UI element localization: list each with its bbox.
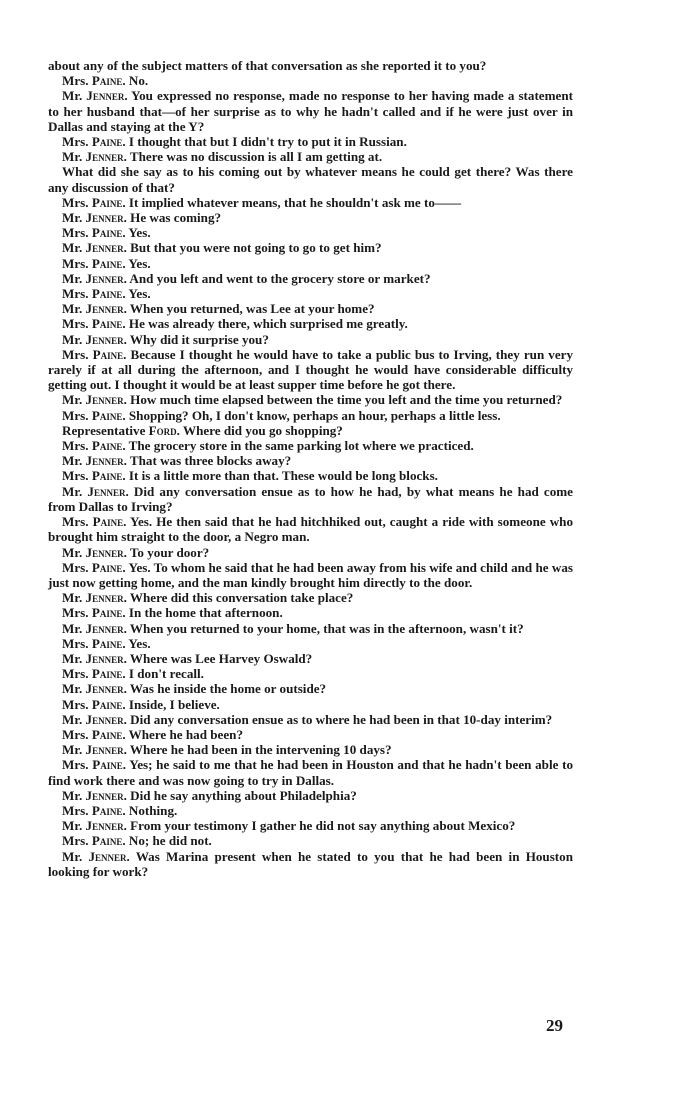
statement-text: Inside, I believe. [128,696,220,712]
speaker-title: Mr. [62,711,83,727]
speaker-title: Mr. [62,590,83,606]
testimony-paragraph [48,392,573,407]
speaker-title: Mrs. [62,316,89,332]
speaker-title: Mr. [62,453,83,469]
statement-text: You expressed no response, made no response to her having made a statement to her husband that—of her surprise as to why he hadn't called and if he were just over in Dallas and staying at the Y? [48,88,573,134]
speaker-title: Mr. [62,301,83,317]
speaker-name: Jenner. [88,848,130,864]
speaker-name: Jenner. [85,301,127,317]
speaker-title: Mr. [62,620,83,636]
speaker-title: Mrs. [62,757,89,773]
speaker-name: Jenner. [85,650,127,666]
speaker-name: Paine. [91,468,126,484]
speaker-title: Mr. [62,149,83,165]
speaker-name: Jenner. [85,453,127,469]
testimony-paragraph [48,727,573,742]
speaker-name: Jenner. [85,681,127,697]
statement-text: It is a little more than that. These would be long blocks. [128,468,438,484]
speaker-title: Mrs. [62,407,89,423]
testimony-paragraph [48,788,573,803]
testimony-paragraph [48,134,573,149]
speaker-title: Mr. [62,742,83,758]
speaker-title: Mr. [62,681,83,697]
testimony-paragraph [48,210,573,225]
speaker-name: Paine. [91,696,126,712]
statement-text: Because I thought he would have to take a public bus to Irving, they run very rarely if at all during the afternoon, and I thought he would have considerable difficulty getting out. I thought it would be at least supper time before he got there. [48,346,574,393]
statement-text: Yes. [128,286,151,302]
statement-text: It implied whatever means, that he shouldn't ask me to—— [128,194,462,210]
speaker-name: Paine. [91,286,126,302]
speaker-name: Paine. [91,559,126,575]
speaker-name: Paine. [91,635,126,651]
speaker-name: Jenner. [85,392,127,408]
statement-text: There was no discussion is all I am getting at. [129,149,383,165]
testimony-paragraph [48,697,573,712]
statement-text: How much time elapsed between the time you left and the time you returned? [130,392,563,408]
speaker-name: Jenner. [85,331,127,347]
testimony-paragraph [48,742,573,757]
statement-text: Did he say anything about Philadelphia? [130,787,357,803]
speaker-title: Mrs. [62,696,89,712]
speaker-title: Mrs. [62,346,89,362]
speaker-title: Mr. [62,848,83,864]
speaker-title: Mrs. [62,833,89,849]
statement-text: Where he had been in the intervening 10 days? [129,742,392,758]
page-number: 29 [546,1016,563,1035]
speaker-name: Jenner. [85,742,127,758]
statement-text: Shopping? Oh, I don't know, perhaps an hour, perhaps a little less. [128,407,501,423]
statement-text: Yes; he said to me that he had been in Houston and that he hadn't been able to find work there and was now going to try in Dallas. [48,757,573,788]
testimony-paragraph [48,149,573,164]
statement-text: Where did this conversation take place? [129,590,354,606]
continuation-paragraph [48,58,573,73]
speaker-title: Mrs. [62,438,89,454]
testimony-paragraph [48,316,573,331]
testimony-paragraph [48,438,573,453]
statement-text: Nothing. [128,802,178,818]
speaker-name: Paine. [92,757,127,773]
speaker-title: Mr. [62,787,83,803]
speaker-name: Jenner. [85,818,127,834]
testimony-paragraph [48,271,573,286]
statement-text: No. [128,73,149,89]
statement-text: And you left and went to the grocery store or market? [129,270,431,286]
testimony-paragraph [48,621,573,636]
speaker-name: Paine. [92,346,127,362]
statement-text: When you returned to your home, that was in the afternoon, wasn't it? [129,620,524,636]
statement-text: When you returned, was Lee at your home? [129,301,375,317]
testimony-paragraph [48,88,573,134]
speaker-name: Ford. [148,422,180,438]
speaker-title: Mr. [62,650,83,666]
testimony-paragraph [48,256,573,271]
testimony-paragraph [48,560,573,590]
statement-text: about any of the subject matters of that conversation as she reported it to you? [48,58,487,73]
statement-text: Yes. He then said that he had hitchhiked out, caught a ride with someone who brought him straight to the door, a Negro man. [48,514,574,545]
speaker-name: Paine. [91,194,126,210]
speaker-title: Mrs. [62,666,89,682]
speaker-title: Mrs. [62,134,89,150]
statement-text: I thought that but I didn't try to put it in Russian. [128,134,407,150]
speaker-title: Mrs. [62,559,89,575]
testimony-paragraph [48,666,573,681]
testimony-paragraph [48,651,573,666]
speaker-name: Jenner. [85,240,127,256]
speaker-title: Mrs. [62,194,89,210]
statement-text: The grocery store in the same parking lot where we practiced. [128,438,474,454]
statement-text: To your door? [129,544,210,560]
testimony-paragraph [48,332,573,347]
speaker-title: Mr. [62,392,83,408]
testimony-paragraph [48,833,573,848]
speaker-name: Paine. [91,255,126,271]
speaker-name: Paine. [91,605,126,621]
statement-text: Was he inside the home or outside? [129,681,327,697]
testimony-paragraph [48,73,573,88]
statement-text: Why did it surprise you? [129,331,269,347]
speaker-title: Mrs. [62,73,89,89]
testimony-paragraph [48,545,573,560]
testimony-paragraph [48,605,573,620]
statement-text: Where he had been? [128,726,243,742]
speaker-title: Mr. [62,240,83,256]
testimony-paragraph [48,803,573,818]
statement-text: Did any conversation ensue as to where he had been in that 10-day interim? [130,711,553,727]
speaker-name: Paine. [91,134,126,150]
statement-text: He was already there, which surprised me greatly. [128,316,408,332]
speaker-title: Mr. [62,88,83,104]
speaker-title: Mr. [62,544,83,560]
speaker-title: Mrs. [62,468,89,484]
speaker-name: Paine. [91,73,126,89]
testimony-paragraph [48,195,573,210]
statement-text: Where did you go shopping? [183,422,343,438]
speaker-name: Jenner. [85,711,127,727]
statement-text: That was three blocks away? [129,453,292,469]
statement-text: From your testimony I gather he did not say anything about Mexico? [130,818,516,834]
speaker-title: Mrs. [62,286,89,302]
speaker-name: Paine. [91,726,126,742]
speaker-name: Jenner. [85,620,127,636]
statement-text: Yes. [128,225,151,241]
testimony-page-text [48,58,573,879]
testimony-paragraph [48,423,573,438]
speaker-title: Mrs. [62,635,89,651]
testimony-paragraph [48,636,573,651]
statement-text: Yes. [128,635,151,651]
speaker-title: Mr. [62,210,83,226]
speaker-title: Mr. [62,270,83,286]
speaker-name: Paine. [91,407,126,423]
speaker-name: Jenner. [85,544,127,560]
speaker-name: Jenner. [87,483,129,499]
speaker-name: Paine. [92,514,127,530]
statement-text: He was coming? [130,210,222,226]
speaker-title: Mrs. [62,514,89,530]
testimony-paragraph [48,590,573,605]
speaker-name: Paine. [91,438,126,454]
testimony-paragraph [48,818,573,833]
testimony-paragraph [48,225,573,240]
speaker-title: Mrs. [62,802,89,818]
speaker-title: Mrs. [62,255,89,271]
testimony-paragraph [48,453,573,468]
testimony-paragraph [48,468,573,483]
speaker-name: Jenner. [85,270,127,286]
statement-text: Yes. [128,255,151,271]
speaker-name: Paine. [91,666,126,682]
speaker-name: Jenner. [86,88,128,104]
testimony-paragraph [48,514,573,544]
testimony-paragraph [48,681,573,696]
statement-text: What did she say as to his coming out by whatever means he could get there? Was there any discussion of that? [48,164,573,195]
testimony-paragraph [48,849,573,879]
statement-text: In the home that afternoon. [128,605,283,621]
statement-text: Was Marina present when he stated to you that he had been in Houston looking for work? [48,848,573,879]
testimony-paragraph [48,347,573,393]
testimony-paragraph [48,286,573,301]
testimony-paragraph [48,712,573,727]
speaker-name: Jenner. [85,210,127,226]
speaker-title: Representative [62,422,146,438]
statement-text: Did any conversation ensue as to how he had, by what means he had come from Dallas to Irving? [48,483,573,514]
speaker-name: Paine. [91,802,126,818]
statement-text: I don't recall. [128,666,204,682]
speaker-name: Paine. [91,833,126,849]
speaker-name: Jenner. [85,590,127,606]
statement-text: Where was Lee Harvey Oswald? [129,650,313,666]
speaker-name: Jenner. [85,149,127,165]
statement-text: No; he did not. [128,833,212,849]
speaker-title: Mr. [62,818,83,834]
statement-text: Yes. To whom he said that he had been away from his wife and child and he was just now getting home, and the man kindly brought him directly to the door. [48,559,573,590]
speaker-title: Mrs. [62,605,89,621]
speaker-name: Jenner. [85,787,127,803]
speaker-title: Mr. [62,483,83,499]
continuation-paragraph [48,164,573,194]
speaker-name: Paine. [91,225,126,241]
testimony-paragraph [48,757,573,787]
speaker-title: Mrs. [62,726,89,742]
testimony-paragraph [48,484,573,514]
testimony-paragraph [48,408,573,423]
testimony-paragraph [48,240,573,255]
speaker-title: Mrs. [62,225,89,241]
testimony-paragraph [48,301,573,316]
speaker-name: Paine. [91,316,126,332]
speaker-title: Mr. [62,331,83,347]
statement-text: But that you were not going to go to get him? [130,240,382,256]
